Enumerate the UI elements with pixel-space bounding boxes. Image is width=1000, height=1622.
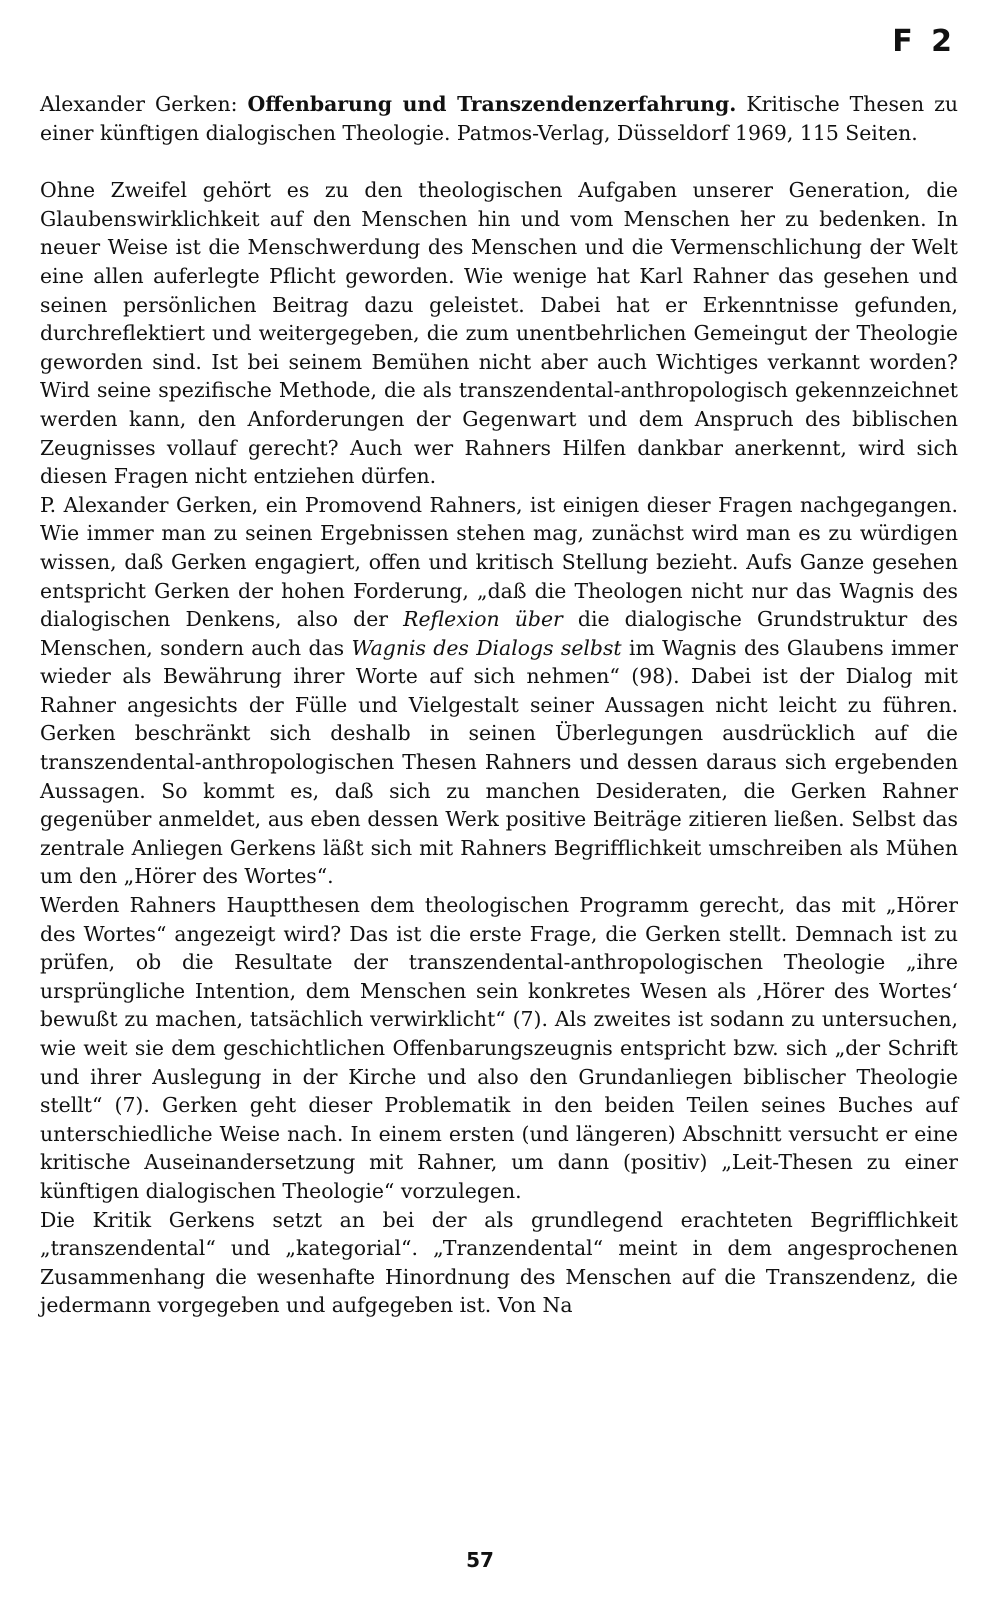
page-number: 57 bbox=[466, 1548, 494, 1572]
review-text bbox=[40, 90, 958, 1320]
page-id-label: F 2 bbox=[892, 24, 956, 59]
emphasis-wagnis: Wagnis des Dialogs selbst bbox=[351, 635, 622, 660]
paragraph-1: Ohne Zweifel gehört es zu den theologischen Aufgaben unserer Generation, die Glaubenswirklichkeit auf den Menschen hin und vom Menschen her zu bedenken. In neuer Weise ist die Menschwerdung des Menschen und die Vermenschlichung der Welt eine allen auferlegte Pflicht geworden. Wie wenige hat Karl Rahner das gesehen und seinen persönlichen Beitrag dazu geleistet. Dabei hat er Erkenntnisse gefunden, durchreflektiert und weitergegeben, die zum unentbehrlichen Gemeingut der Theologie geworden sind. Ist bei seinem Bemühen nicht aber auch Wichtiges verkannt worden? Wird seine spezifische Methode, die als transzendental-anthropologisch gekennzeichnet werden kann, den Anforderungen der Gegenwart und dem Anspruch des biblischen Zeugnisses vollauf gerecht? Auch wer Rahners Hilfen dankbar anerkennt, wird sich diesen Fragen nicht entziehen dürfen. bbox=[40, 178, 958, 489]
paragraph-3: Werden Rahners Hauptthesen dem theologischen Programm gerecht, das mit „Hörer des Wortes“ angezeigt wird? Das ist die erste Frage, die Gerken stellt. Demnach ist zu prüfen, ob die Resultate der transzendental-anthropologischen Theologie „ihre ursprüngliche Intention, dem Menschen sein konkretes Wesen als ‚Hörer des Wortes‘ bewußt zu machen, tatsächlich verwirklicht“ (7). Als zweites ist sodann zu untersuchen, wie weit sie dem geschichtlichen Offenbarungszeugnis entspricht bzw. sich „der Schrift und ihrer Auslegung in der Kirche und also den Grundanliegen biblischer Theologie stellt“ (7). Gerken geht dieser Problematik in den beiden Teilen seines Buches auf unterschiedliche Weise nach. In einem ersten (und längeren) Abschnitt versucht er eine kritische Auseinandersetzung mit Rahner, um dann (positiv) „Leit-Thesen zu einer künftigen dialogischen Theologie“ vorzulegen. bbox=[40, 893, 958, 1203]
citation bbox=[40, 90, 958, 147]
paragraph-2 bbox=[40, 491, 958, 891]
paragraph-2-part-a: P. Alexander Gerken, ein Promovend Rahners, ist einigen dieser Fragen nachgegangen. Wie immer man zu seinen Ergebnissen stehen mag, zunächst wird man es zu würdigen wissen, daß Gerken engagiert, offen und kritisch Stellung bezieht. Aufs Ganze gesehen entspricht Gerken der hohen Forderung, „daß die Theologen nicht nur das Wagnis des dialogischen Denkens, also der bbox=[40, 492, 958, 632]
citation-title: Offenbarung und Transzendenzerfahrung. bbox=[247, 92, 737, 116]
paragraph-2-part-b: die dialogische Grundstruktur des Menschen, sondern auch das bbox=[40, 607, 958, 660]
citation-details: Kritische Thesen zu einer künftigen dialogischen Theologie. Patmos-Verlag, Düsseldorf 1969, 115 Seiten. bbox=[40, 92, 959, 145]
emphasis-reflexion: Reflexion über bbox=[403, 607, 563, 632]
citation-author: Alexander Gerken: bbox=[40, 92, 238, 116]
paragraph-4: Die Kritik Gerkens setzt an bei der als grundlegend erachteten Begrifflichkeit „transzendental“ und „kategorial“. „Tranzendental“ meint in dem angesprochenen Zusammenhang die wesenhafte Hinordnung des Menschen auf die Transzendenz, die jedermann vorgegeben und aufgegeben ist. Von Na bbox=[40, 1207, 958, 1318]
paragraph-2-part-c: im Wagnis des Glaubens immer wieder als Bewährung ihrer Worte auf sich nehmen“ (98). Dabei ist der Dialog mit Rahner angesichts der Fülle und Vielgestalt seiner Aussagen nicht leicht zu führen. Gerken beschränkt sich deshalb in seinen Überlegungen ausdrücklich auf die transzendental-anthropologischen Thesen Rahners und dessen daraus sich ergebenden Aussagen. So kommt es, daß sich zu manchen Desideraten, die Gerken Rahner gegenüber anmeldet, aus eben dessen Werk positive Beiträge zitieren ließen. Selbst das zentrale Anliegen Gerkens läßt sich mit Rahners Begrifflichkeit umschreiben als Mühen um den „Hörer des Wortes“. bbox=[40, 635, 959, 889]
